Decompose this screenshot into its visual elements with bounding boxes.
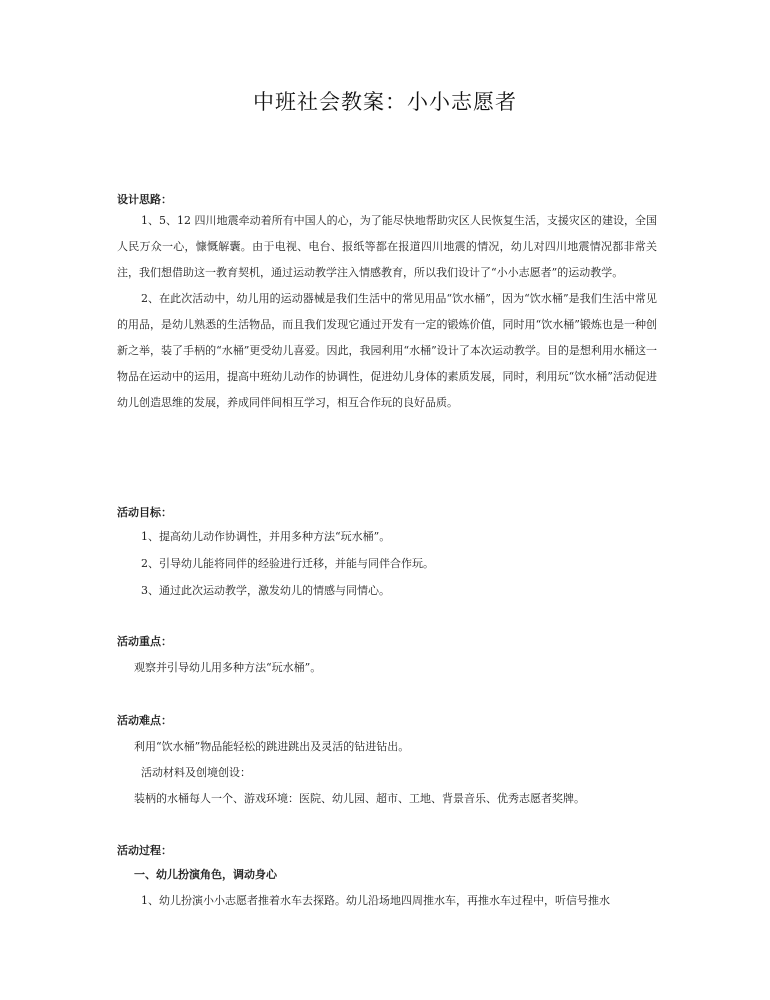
goals-heading: 活动目标： [117, 506, 172, 519]
goal-item: 2、引导幼儿能将同伴的经验进行迁移，并能与同伴合作玩。 [141, 557, 434, 570]
key-heading: 活动重点： [117, 635, 172, 648]
process-item-1: 1、幼儿扮演小小志愿者推着水车去探路。幼儿沿场地四周推水车，再推水车过程中，听信号推水 [141, 894, 610, 907]
difficulty-text: 利用“饮水桶”物品能轻松的跳进跳出及灵活的钻进钻出。 [134, 740, 410, 753]
design-paragraph-1: 1、5、12 四川地震牵动着所有中国人的心，为了能尽快地帮助灾区人民恢复生活，支援灾区的建设，全国人民万众一心，慷慨解囊。由于电视、电台、报纸等都在报道四川地震的情况，幼儿对四川地震情况都非常关注，我们想借助这一教育契机，通过运动教学注入情感教育，所以我们设计了“小小志愿者”的运动教学。 [117, 214, 657, 279]
design-paragraph-2: 2、在此次活动中，幼儿用的运动器械是我们生活中的常见用品“饮水桶”，因为“饮水桶”是我们生活中常见的用品，是幼儿熟悉的生活物品，而且我们发现它通过开发有一定的锻炼价值，同时用“饮水桶”锻炼也是一种创新之举，装了手柄的“水桶”更受幼儿喜爱。因此，我园利用“水桶”设计了本次运动教学。目的是想利用水桶这一物品在运动中的运用，提高中班幼儿动作的协调性，促进幼儿身体的素质发展，同时，利用玩“饮水桶”活动促进幼儿创造思维的发展，养成同伴间相互学习，相互合作玩的良好品质。 [117, 292, 657, 409]
process-section-1: 一、幼儿扮演角色，调动身心 [134, 868, 277, 881]
difficulty-heading: 活动难点： [117, 714, 172, 727]
goal-item: 3、通过此次运动教学，激发幼儿的情感与同情心。 [141, 584, 390, 597]
materials-text: 装柄的水桶每人一个、游戏环境：医院、幼儿园、超市、工地、背景音乐、优秀志愿者奖牌。 [134, 792, 585, 805]
design-section [117, 208, 657, 416]
goal-item: 1、提高幼儿动作协调性，并用多种方法“玩水桶”。 [141, 530, 391, 543]
page-title: 中班社会教案：小小志愿者 [253, 90, 517, 114]
process-heading: 活动过程： [117, 844, 172, 857]
design-heading: 设计思路： [117, 193, 172, 206]
key-text: 观察并引导幼儿用多种方法“玩水桶”。 [134, 661, 322, 674]
materials-label: 活动材料及创境创设： [141, 766, 251, 779]
